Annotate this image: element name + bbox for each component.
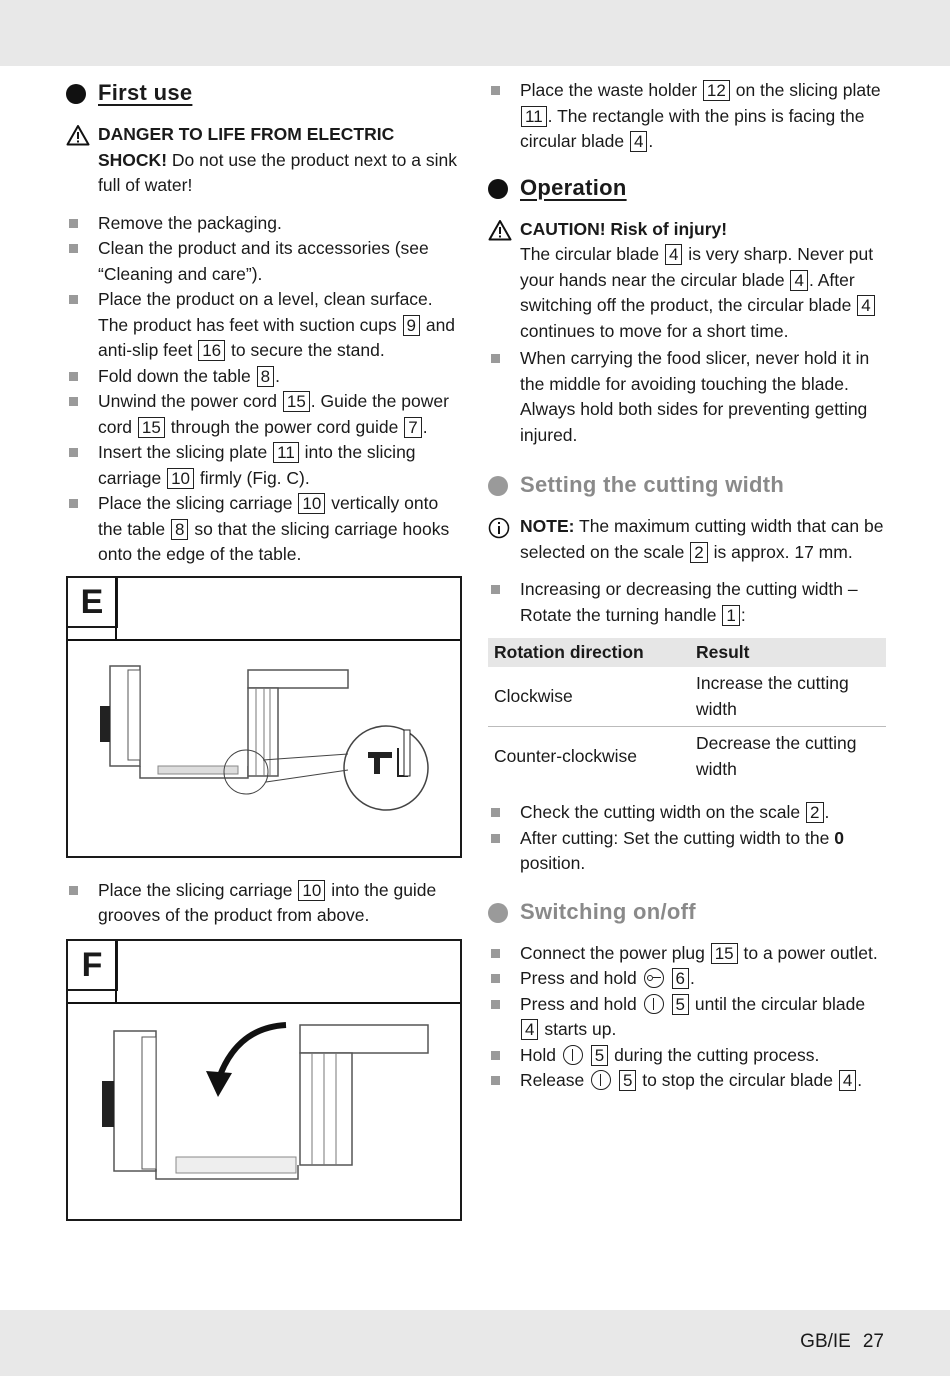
list-item xyxy=(66,211,466,237)
reference-number: 4 xyxy=(630,131,647,152)
caution-text xyxy=(520,244,876,341)
table-header: Rotation direction xyxy=(488,638,690,667)
reference-number: 10 xyxy=(298,493,325,514)
reference-number: 8 xyxy=(171,519,188,540)
first-use-heading: First use xyxy=(66,78,466,108)
list-item xyxy=(66,491,466,568)
text-fragment: Place the product on a level, clean surface. The product has feet with suction cups xyxy=(98,289,433,335)
note-text xyxy=(520,516,883,562)
figure-f-illustration xyxy=(68,941,460,1219)
waste-holder-list xyxy=(488,78,888,155)
list-item xyxy=(66,236,466,287)
reference-number: 5 xyxy=(672,994,689,1015)
top-band xyxy=(0,0,950,66)
reference-number: 1 xyxy=(722,605,739,626)
cutting-width-heading: Setting the cutting width xyxy=(488,470,888,500)
reference-number: 2 xyxy=(690,542,707,563)
text-fragment: Place the slicing carriage xyxy=(98,493,298,513)
text-fragment: The maximum cutting width that can be selected on the scale xyxy=(520,516,884,562)
list-item: When carrying the food slicer, never hold it in the middle for avoiding touching the blade. Always hold both sides for preventing getting injured. xyxy=(488,346,888,448)
list-item xyxy=(66,878,466,929)
reference-number: 4 xyxy=(665,244,682,265)
note-label: NOTE: xyxy=(520,516,575,536)
text-fragment: and anti-slip feet xyxy=(98,314,456,360)
table-cell: Counter-clockwise xyxy=(494,745,637,766)
page-footer xyxy=(788,1331,884,1353)
reference-number: 12 xyxy=(703,80,730,101)
list-item xyxy=(66,287,466,364)
text-fragment: is approx. 17 mm. xyxy=(708,541,853,562)
caution-warning xyxy=(488,217,888,345)
caution-title: CAUTION! Risk of injury! xyxy=(520,218,728,239)
reference-number: 15 xyxy=(138,417,165,438)
list-item xyxy=(488,941,888,967)
first-use-list xyxy=(66,211,466,568)
rotation-table xyxy=(488,638,886,786)
text-fragment: vertically onto the table xyxy=(98,493,439,539)
footer-region: GB/IE xyxy=(800,1331,851,1352)
switching-list xyxy=(488,941,888,1094)
text-fragment: . xyxy=(648,131,654,151)
text-fragment: Clean the product and its accessories (see “Cleaning and care”). xyxy=(98,238,429,284)
text-fragment: into the slicing carriage xyxy=(98,442,416,488)
text-fragment: on the slicing plate xyxy=(730,80,881,100)
page-number: 27 xyxy=(862,1331,884,1352)
text-fragment: into the guide grooves of the product from above. xyxy=(98,879,437,925)
text-fragment: . xyxy=(824,802,830,822)
reference-number: 11 xyxy=(521,106,547,127)
list-item: After cutting: Set the cutting width to the 0 position. xyxy=(488,826,888,877)
list-item xyxy=(66,389,466,440)
bullet-dot-icon xyxy=(488,903,508,923)
warning-triangle-icon xyxy=(66,124,90,146)
table-row xyxy=(488,727,886,787)
reference-number: 11 xyxy=(273,442,299,463)
text-fragment: Check the cutting width on the scale xyxy=(520,802,806,822)
text-fragment: through the power cord guide xyxy=(165,416,404,437)
table-cell: Increase the cutting width xyxy=(690,667,886,727)
text-fragment: Increasing or decreasing the cutting width – Rotate the turning handle xyxy=(520,579,858,625)
reference-number: 15 xyxy=(711,943,738,964)
warning-title: DANGER TO LIFE FROM ELECTRIC SHOCK! xyxy=(98,124,395,170)
bullet-dot-icon xyxy=(66,84,86,104)
text-fragment: is very sharp. Never put your hands near the circular blade xyxy=(520,244,874,290)
list-item: Hold 5 during the cutting process. xyxy=(488,1043,888,1069)
power-symbol-icon xyxy=(563,1045,583,1065)
list-item xyxy=(66,440,466,491)
list-item: Press and hold 5 until the circular blade 4 starts up. xyxy=(488,992,888,1043)
reference-number: 7 xyxy=(404,417,421,438)
bullet-dot-icon xyxy=(488,476,508,496)
reference-number: 4 xyxy=(839,1070,856,1091)
text-fragment: Place the slicing carriage xyxy=(98,879,298,900)
reference-number: 15 xyxy=(283,391,310,412)
reference-number: 6 xyxy=(672,968,689,989)
table-header: Result xyxy=(690,638,886,667)
text-fragment: . Guide the power cord xyxy=(98,391,449,437)
list-item xyxy=(66,364,466,390)
reference-number: 8 xyxy=(257,366,274,387)
text-fragment: so that the slicing carriage hooks onto the edge of the table. xyxy=(98,518,450,564)
figure-e-label: E xyxy=(66,576,118,628)
figure-f-label: F xyxy=(66,939,118,991)
power-symbol-icon xyxy=(644,994,664,1014)
text-fragment: to a power outlet. xyxy=(738,942,878,963)
reference-number: 4 xyxy=(857,295,874,316)
list-item xyxy=(488,800,888,826)
after-figure-e-list xyxy=(66,878,466,929)
switching-heading: Switching on/off xyxy=(488,897,888,927)
check-list xyxy=(488,800,888,877)
figure-e-illustration xyxy=(68,578,460,856)
text-fragment: . xyxy=(275,365,280,386)
list-item: Release 5 to stop the circular blade 4 . xyxy=(488,1068,888,1094)
reference-number: 5 xyxy=(619,1070,636,1091)
text-fragment: . xyxy=(422,416,428,437)
text-fragment: to secure the stand. xyxy=(226,340,385,360)
reference-number: 16 xyxy=(198,340,225,361)
list-item xyxy=(488,577,888,628)
right-column xyxy=(488,78,888,1102)
text-fragment: . After switching off the product, the circular blade xyxy=(520,269,857,315)
text-fragment: The circular blade xyxy=(520,244,664,264)
warning-triangle-icon xyxy=(488,219,512,241)
key-symbol-icon xyxy=(644,968,664,988)
bullet-dot-icon xyxy=(488,179,508,199)
reference-number: 4 xyxy=(521,1019,538,1040)
reference-number: 10 xyxy=(298,880,325,901)
warning-text: Do not use the product next to a sink full of water! xyxy=(98,149,457,195)
table-row xyxy=(488,667,886,727)
reference-number: 5 xyxy=(591,1045,608,1066)
reference-number: 9 xyxy=(403,315,420,336)
list-item: Press and hold 6 . xyxy=(488,966,888,992)
power-symbol-icon xyxy=(591,1070,611,1090)
operation-heading: Operation xyxy=(488,173,888,203)
text-fragment: Place the waste holder xyxy=(520,80,702,100)
reference-number: 4 xyxy=(790,270,807,291)
text-fragment: Remove the packaging. xyxy=(98,212,282,233)
text-fragment: firmly (Fig. C). xyxy=(195,467,310,488)
info-icon xyxy=(488,517,510,539)
text-fragment: Fold down the table xyxy=(98,365,256,386)
list-item xyxy=(488,78,888,155)
text-fragment: . The rectangle with the pins is facing the circular blade xyxy=(520,105,865,151)
figure-e xyxy=(66,576,462,858)
cutting-width-list xyxy=(488,577,888,628)
figure-f xyxy=(66,939,462,1221)
reference-number: 2 xyxy=(806,802,823,823)
left-column xyxy=(66,78,466,1221)
table-cell: Decrease the cutting width xyxy=(696,733,857,779)
text-fragment: Connect the power plug xyxy=(520,942,710,963)
text-fragment: continues to move for a short time. xyxy=(520,320,789,341)
danger-warning xyxy=(66,122,466,199)
operation-list xyxy=(488,346,888,448)
text-fragment: Unwind the power cord xyxy=(98,391,282,411)
table-cell: Clockwise xyxy=(488,667,690,727)
reference-number: 10 xyxy=(167,468,194,489)
text-fragment: Insert the slicing plate xyxy=(98,442,273,462)
text-fragment: : xyxy=(740,604,746,625)
note-block xyxy=(488,514,888,565)
